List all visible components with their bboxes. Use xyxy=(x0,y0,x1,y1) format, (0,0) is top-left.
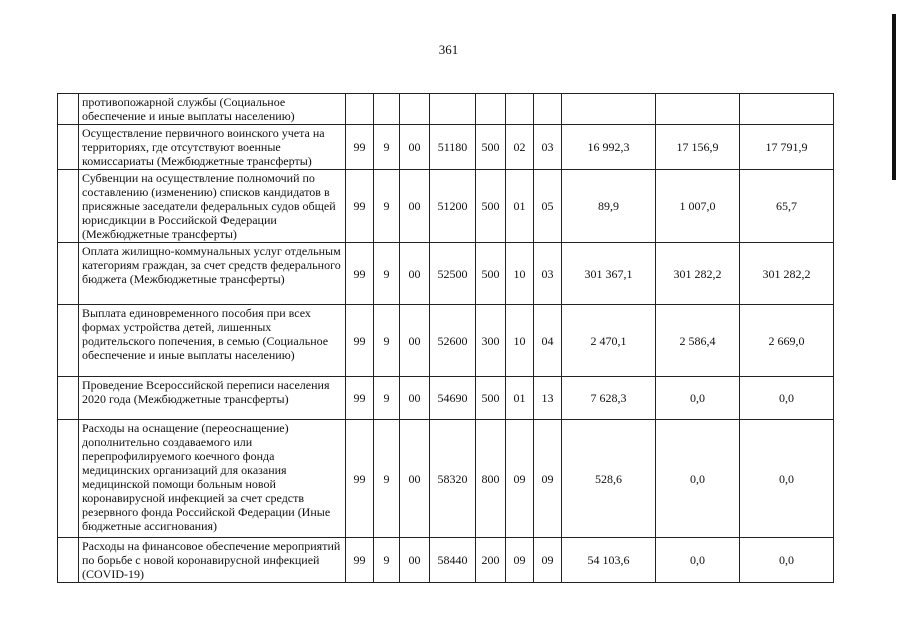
amount-year-2-cell: 0,0 xyxy=(656,420,740,538)
row-index-cell xyxy=(58,243,79,305)
section-cell: 01 xyxy=(506,170,534,243)
code-part-4-cell xyxy=(430,94,476,125)
code-part-3-cell: 00 xyxy=(400,125,430,170)
amount-year-3-cell: 0,0 xyxy=(740,538,834,583)
amount-year-3-cell: 17 791,9 xyxy=(740,125,834,170)
budget-table xyxy=(57,93,834,583)
expense-name-cell: противопожарной службы (Социальное обеспечение и иные выплаты населению) xyxy=(79,94,346,125)
subsection-cell: 13 xyxy=(534,377,562,420)
code-part-3-cell xyxy=(400,94,430,125)
expense-name-cell: Осуществление первичного воинского учета на территориях, где отсутствуют военные комиссариаты (Межбюджетные трансферты) xyxy=(79,125,346,170)
amount-year-2-cell: 1 007,0 xyxy=(656,170,740,243)
amount-year-1-cell: 54 103,6 xyxy=(562,538,656,583)
code-part-2-cell: 9 xyxy=(374,243,400,305)
section-cell xyxy=(506,94,534,125)
code-part-4-cell: 51200 xyxy=(430,170,476,243)
subsection-cell: 03 xyxy=(534,243,562,305)
code-part-2-cell: 9 xyxy=(374,170,400,243)
subsection-cell: 04 xyxy=(534,305,562,377)
expense-type-cell: 500 xyxy=(476,377,506,420)
table-row xyxy=(58,420,834,538)
section-cell: 09 xyxy=(506,420,534,538)
code-part-4-cell: 58440 xyxy=(430,538,476,583)
code-part-2-cell: 9 xyxy=(374,377,400,420)
code-part-4-cell: 52600 xyxy=(430,305,476,377)
code-part-1-cell: 99 xyxy=(346,305,374,377)
page-number: 361 xyxy=(438,42,459,57)
code-part-1-cell: 99 xyxy=(346,243,374,305)
row-index-cell xyxy=(58,94,79,125)
subsection-cell xyxy=(534,94,562,125)
code-part-1-cell: 99 xyxy=(346,420,374,538)
amount-year-3-cell xyxy=(740,94,834,125)
row-index-cell xyxy=(58,377,79,420)
table-row xyxy=(58,94,834,125)
code-part-3-cell: 00 xyxy=(400,420,430,538)
row-index-cell xyxy=(58,305,79,377)
amount-year-3-cell: 2 669,0 xyxy=(740,305,834,377)
amount-year-2-cell: 0,0 xyxy=(656,377,740,420)
code-part-1-cell: 99 xyxy=(346,377,374,420)
row-index-cell xyxy=(58,538,79,583)
expense-name-cell: Проведение Всероссийской переписи населения 2020 года (Межбюджетные трансферты) xyxy=(79,377,346,420)
amount-year-1-cell: 7 628,3 xyxy=(562,377,656,420)
code-part-3-cell: 00 xyxy=(400,538,430,583)
code-part-3-cell: 00 xyxy=(400,170,430,243)
code-part-1-cell: 99 xyxy=(346,538,374,583)
amount-year-3-cell: 0,0 xyxy=(740,420,834,538)
expense-type-cell xyxy=(476,94,506,125)
code-part-4-cell: 58320 xyxy=(430,420,476,538)
code-part-4-cell: 54690 xyxy=(430,377,476,420)
amount-year-1-cell xyxy=(562,94,656,125)
amount-year-3-cell: 65,7 xyxy=(740,170,834,243)
code-part-2-cell xyxy=(374,94,400,125)
expense-name-cell: Расходы на финансовое обеспечение мероприятий по борьбе с новой коронавирусной инфекцией (COVID-19) xyxy=(79,538,346,583)
code-part-4-cell: 52500 xyxy=(430,243,476,305)
row-index-cell xyxy=(58,170,79,243)
section-cell: 10 xyxy=(506,305,534,377)
row-index-cell xyxy=(58,420,79,538)
expense-name-cell: Субвенции на осуществление полномочий по составлению (изменению) списков кандидатов в присяжные заседатели федеральных судов общей юрисдикции в Российской Федерации (Межбюджетные трансферты) xyxy=(79,170,346,243)
expense-type-cell: 500 xyxy=(476,125,506,170)
code-part-3-cell: 00 xyxy=(400,243,430,305)
section-cell: 01 xyxy=(506,377,534,420)
amount-year-2-cell xyxy=(656,94,740,125)
expense-type-cell: 200 xyxy=(476,538,506,583)
amount-year-1-cell: 528,6 xyxy=(562,420,656,538)
scan-edge-mark xyxy=(892,14,896,180)
section-cell: 10 xyxy=(506,243,534,305)
table-row xyxy=(58,125,834,170)
code-part-1-cell: 99 xyxy=(346,125,374,170)
code-part-2-cell: 9 xyxy=(374,305,400,377)
code-part-2-cell: 9 xyxy=(374,538,400,583)
table-row xyxy=(58,305,834,377)
expense-name-cell: Оплата жилищно-коммунальных услуг отдельным категориям граждан, за счет средств федерального бюджета (Межбюджетные трансферты) xyxy=(79,243,346,305)
section-cell: 09 xyxy=(506,538,534,583)
table-row xyxy=(58,170,834,243)
subsection-cell: 05 xyxy=(534,170,562,243)
table-body xyxy=(58,94,834,583)
amount-year-3-cell: 0,0 xyxy=(740,377,834,420)
code-part-1-cell xyxy=(346,94,374,125)
expense-type-cell: 500 xyxy=(476,170,506,243)
amount-year-2-cell: 17 156,9 xyxy=(656,125,740,170)
code-part-1-cell: 99 xyxy=(346,170,374,243)
row-index-cell xyxy=(58,125,79,170)
amount-year-2-cell: 301 282,2 xyxy=(656,243,740,305)
amount-year-2-cell: 2 586,4 xyxy=(656,305,740,377)
expense-type-cell: 500 xyxy=(476,243,506,305)
amount-year-1-cell: 16 992,3 xyxy=(562,125,656,170)
expense-type-cell: 300 xyxy=(476,305,506,377)
subsection-cell: 03 xyxy=(534,125,562,170)
code-part-2-cell: 9 xyxy=(374,125,400,170)
expense-type-cell: 800 xyxy=(476,420,506,538)
expense-name-cell: Выплата единовременного пособия при всех формах устройства детей, лишенных родительского попечения, в семью (Социальное обеспечение и иные выплаты населению) xyxy=(79,305,346,377)
code-part-2-cell: 9 xyxy=(374,420,400,538)
section-cell: 02 xyxy=(506,125,534,170)
expense-name-cell: Расходы на оснащение (переоснащение) дополнительно создаваемого или перепрофилируемого коечного фонда медицинских организаций для оказания медицинской помощи больным новой коронавирусной инфекцией за счет средств резервного фонда Российской Федерации (Иные бюджетные ассигнования) xyxy=(79,420,346,538)
subsection-cell: 09 xyxy=(534,538,562,583)
subsection-cell: 09 xyxy=(534,420,562,538)
code-part-3-cell: 00 xyxy=(400,305,430,377)
amount-year-1-cell: 2 470,1 xyxy=(562,305,656,377)
amount-year-3-cell: 301 282,2 xyxy=(740,243,834,305)
code-part-4-cell: 51180 xyxy=(430,125,476,170)
amount-year-1-cell: 301 367,1 xyxy=(562,243,656,305)
table-row xyxy=(58,243,834,305)
table-row xyxy=(58,377,834,420)
table-row xyxy=(58,538,834,583)
code-part-3-cell: 00 xyxy=(400,377,430,420)
amount-year-2-cell: 0,0 xyxy=(656,538,740,583)
amount-year-1-cell: 89,9 xyxy=(562,170,656,243)
